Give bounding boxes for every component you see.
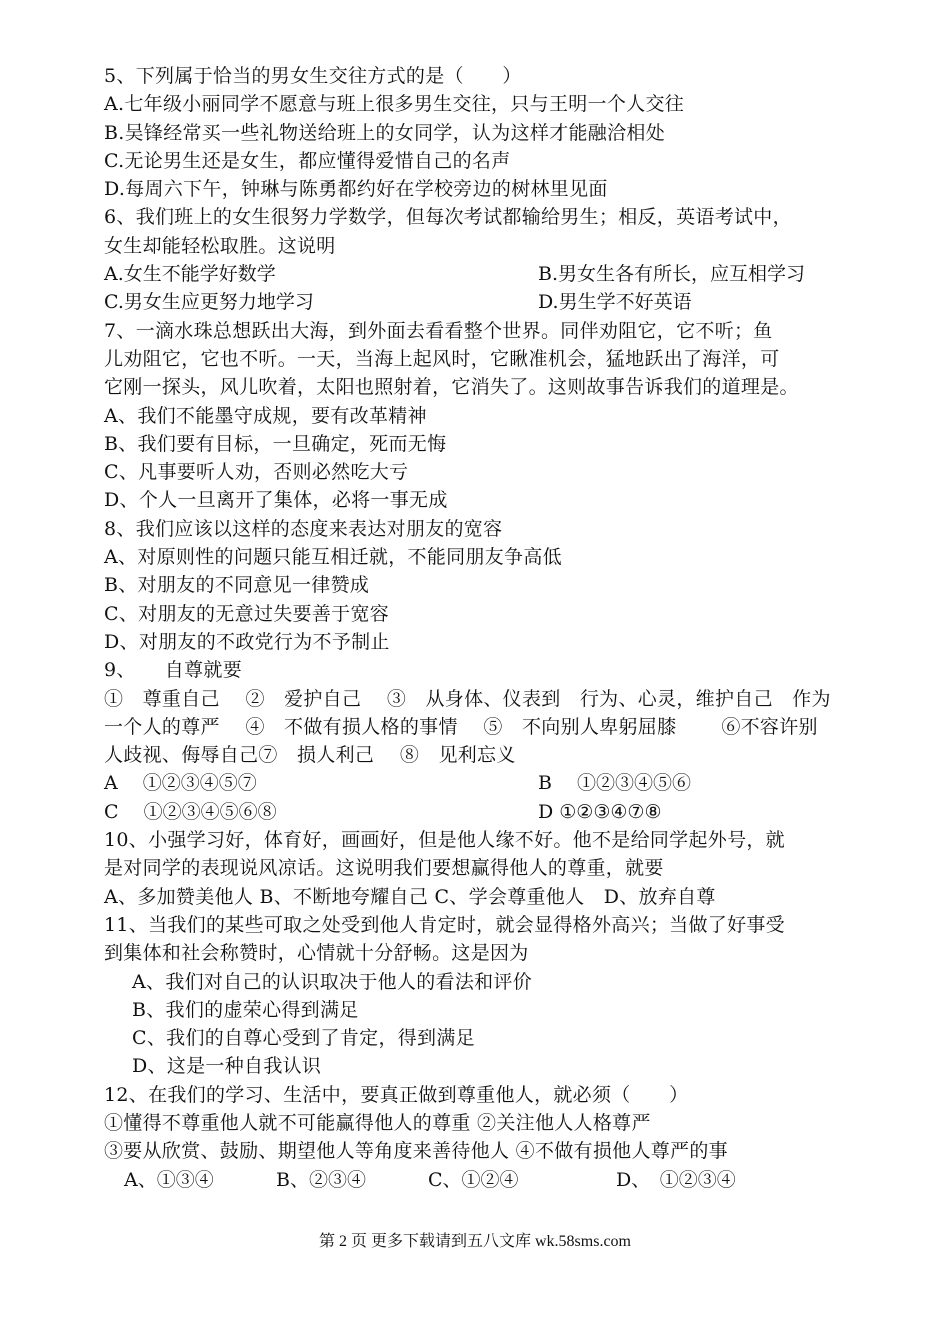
question-11-stem-line-1: 11、当我们的某些可取之处受到他人肯定时，就会显得格外高兴；当做了好事受 [104, 913, 785, 936]
question-6-option-b: B.男女生各有所长，应互相学习 [538, 263, 806, 286]
question-11-stem-line-2: 到集体和社会称赞时，心情就十分舒畅。这是因为 [104, 942, 529, 965]
question-9-items-line-3: 人歧视、侮辱自己⑦ 损人利己 ⑧ 见利忘义 [104, 744, 516, 767]
question-11-option-c: C、我们的自尊心受到了肯定，得到满足 [132, 1027, 475, 1050]
question-5-option-c: C.无论男生还是女生，都应懂得爱惜自己的名声 [104, 149, 511, 172]
question-9-items-line-2: 一个人的尊严 ④ 不做有损人格的事情 ⑤ 不向别人卑躬屈膝 ⑥不容许别 [104, 715, 818, 738]
question-8-stem: 8、我们应该以这样的态度来表达对朋友的宽容 [104, 517, 503, 540]
question-12-option-b: B、②③④ [276, 1168, 366, 1191]
question-9-items-line-1: ① 尊重自己 ② 爱护自己 ③ 从身体、仪表到 行为、心灵，维护自己 作为 [104, 687, 831, 710]
question-9-option-a: A ①②③④⑤⑦ [104, 772, 257, 795]
question-5-option-b: B.吴锋经常买一些礼物送给班上的女同学，认为这样才能融洽相处 [104, 121, 666, 144]
question-8-option-c: C、对朋友的无意过失要善于宽容 [104, 602, 390, 625]
question-12-items-line-1: ①懂得不尊重他人就不可能赢得他人的尊重 ②关注他人人格尊严 [104, 1111, 651, 1134]
question-7-option-b: B、我们要有目标，一旦确定，死而无悔 [104, 432, 447, 455]
question-10-stem-line-1: 10、小强学习好，体育好，画画好，但是他人缘不好。他不是给同学起外号，就 [104, 829, 785, 852]
question-9-stem: 9、 自尊就要 [104, 659, 242, 682]
question-10-options: A、多加赞美他人 B、不断地夸耀自己 C、学会尊重他人 D、放弃自尊 [104, 885, 716, 908]
question-6-stem-line-2: 女生却能轻松取胜。这说明 [104, 234, 336, 257]
page-footer: 第 2 页 更多下载请到五八文库 wk.58sms.com [318, 1233, 631, 1250]
question-8-option-a: A、对原则性的问题只能互相迁就，不能同朋友争高低 [104, 546, 562, 569]
question-6-option-d: D.男生学不好英语 [538, 291, 692, 314]
question-12-options [104, 1166, 894, 1194]
question-5-option-d: D.每周六下午，钟琳与陈勇都约好在学校旁边的树林里见面 [104, 178, 608, 201]
question-6-options-row-1 [104, 260, 894, 288]
question-12-option-d: D、 ①②③④ [616, 1168, 736, 1191]
question-7-stem-line-1: 7、一滴水珠总想跃出大海，到外面去看看整个世界。同伴劝阻它，它不听；鱼 [104, 319, 773, 342]
question-11-option-a: A、我们对自己的认识取决于他人的看法和评价 [132, 970, 533, 993]
question-7-stem-line-3: 它刚一探头，风儿吹着，太阳也照射着，它消失了。这则故事告诉我们的道理是。 [104, 376, 799, 399]
exam-page [104, 62, 894, 1194]
question-6-option-c: C.男女生应更努力地学习 [104, 291, 314, 314]
question-9-option-d: D ①②③④⑦⑧ [538, 800, 662, 823]
question-8-option-d: D、对朋友的不政党行为不予制止 [104, 630, 390, 653]
question-12-items-line-2: ③要从欣赏、鼓励、期望他人等角度来善待他人 ④不做有损他人尊严的事 [104, 1140, 728, 1163]
question-6-options-row-2 [104, 288, 894, 316]
question-10-stem-line-2: 是对同学的表现说风凉话。这说明我们要想赢得他人的尊重，就要 [104, 857, 664, 880]
question-12-option-c: C、①②④ [428, 1168, 519, 1191]
question-6-stem-line-1: 6、我们班上的女生很努力学数学，但每次考试都输给男生；相反，英语考试中， [104, 206, 792, 229]
question-7-option-c: C、凡事要听人劝，否则必然吃大亏 [104, 461, 409, 484]
question-7-option-d: D、个人一旦离开了集体，必将一事无成 [104, 489, 448, 512]
question-11-option-b: B、我们的虚荣心得到满足 [132, 998, 359, 1021]
question-12-stem: 12、在我们的学习、生活中，要真正做到尊重他人，就必须（ ） [104, 1083, 689, 1106]
question-5-option-a: A.七年级小丽同学不愿意与班上很多男生交往，只与王明一个人交往 [104, 93, 685, 116]
question-9-options-row-1 [104, 769, 894, 797]
question-5-stem: 5、下列属于恰当的男女生交往方式的是（ ） [104, 65, 522, 87]
question-7-stem-line-2: 儿劝阻它，它也不听。一天，当海上起风时，它瞅准机会，猛地跃出了海洋，可 [104, 347, 780, 370]
question-9-option-b: B ①②③④⑤⑥ [538, 772, 692, 795]
question-9-options-row-2 [104, 798, 894, 826]
question-11-option-d: D、这是一种自我认识 [132, 1055, 322, 1078]
question-6-option-a: A.女生不能学好数学 [104, 263, 276, 286]
question-8-option-b: B、对朋友的不同意见一律赞成 [104, 574, 370, 597]
question-7-option-a: A、我们不能墨守成规，要有改革精神 [104, 404, 427, 427]
question-12-option-a: A、①③④ [124, 1168, 214, 1191]
question-9-option-c: C ①②③④⑤⑥⑧ [104, 800, 277, 823]
